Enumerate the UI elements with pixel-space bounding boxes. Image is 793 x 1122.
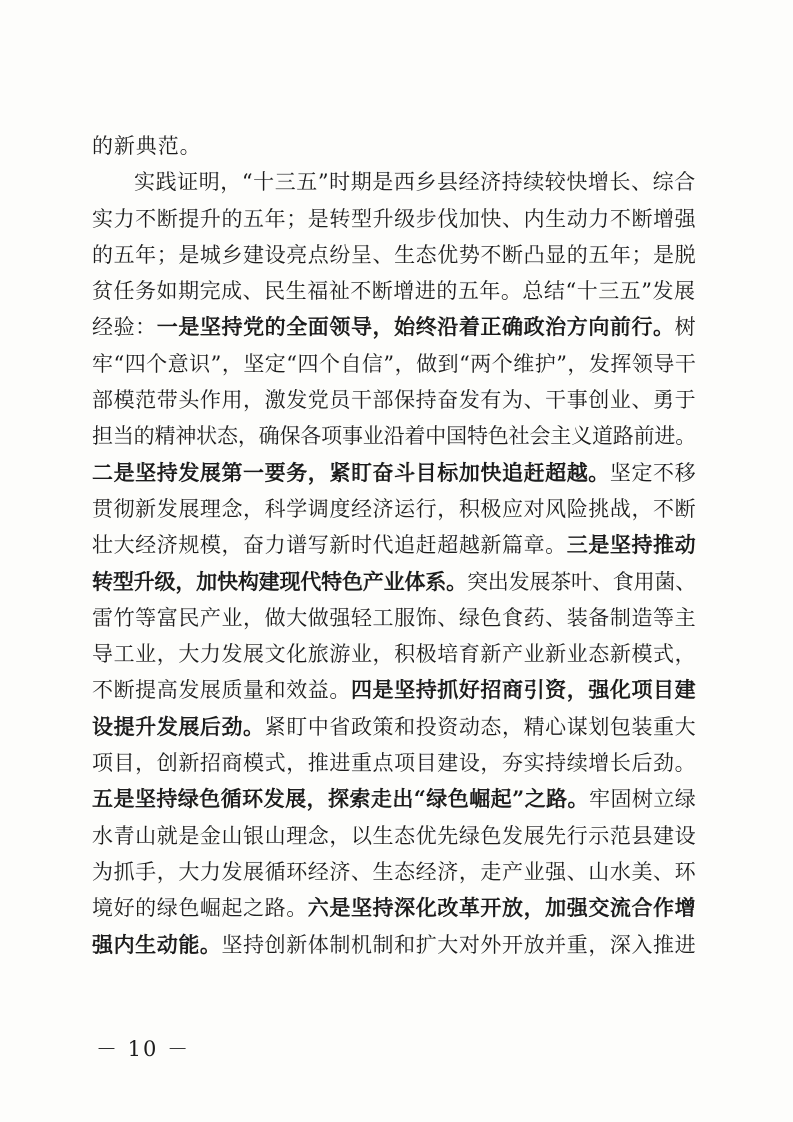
text-line [92,128,696,164]
text-line [92,854,696,890]
text-line [92,745,696,781]
text-segment: 水青山就是金山银山理念，以生态优先绿色发展先行示范县建设 [92,823,697,848]
text-segment: 不断提高发展质量和效益。 [92,678,351,703]
text-segment: 牢固树立绿 [589,787,697,812]
text-segment: 树 [674,315,697,340]
bold-text-segment: 转型升级，加快构建现代特色产业体系。 [92,568,467,594]
text-line [92,418,696,454]
text-line [92,781,696,817]
text-segment: 牢“四个意识”，坚定“四个自信”，做到“两个维护”，发挥领导干 [92,351,697,376]
text-segment: 坚定不移 [609,460,697,485]
bold-text-segment: 五是坚持绿色循环发展，探索走出“绿色崛起”之路。 [92,786,589,812]
bold-text-segment: 强内生动能。 [92,931,222,957]
text-line [92,237,696,273]
text-line [92,636,696,672]
text-line [92,382,696,418]
text-segment: 贯彻新发展理念，科学调度经济运行，积极应对风险挑战，不断 [92,496,697,521]
text-line [92,455,696,491]
text-line [92,491,696,527]
text-line [92,527,696,563]
text-line [92,309,696,345]
page-number: － 10 － [96,1037,191,1061]
text-segment: 导工业，大力发展文化旅游业，积极培育新产业新业态新模式， [92,642,697,667]
text-line [92,818,696,854]
text-segment: 紧盯中省政策和投资动态，精心谋划包装重大 [264,714,697,739]
text-segment: 经验： [92,315,157,340]
text-line [92,201,696,237]
text-line [92,564,696,600]
bold-text-segment: 二是坚持发展第一要务，紧盯奋斗目标加快追赶超越。 [92,459,610,485]
text-line [92,890,696,926]
text-segment: 为抓手，大力发展循环经济、生态经济，走产业强、山水美、环 [92,859,697,884]
text-line [92,709,696,745]
bold-text-segment: 设提升发展后劲。 [92,713,265,739]
text-segment: 境好的绿色崛起之路。 [92,896,308,921]
body-text [92,128,696,963]
text-segment: 实力不断提升的五年；是转型升级步伐加快、内生动力不断增强 [92,206,697,231]
text-segment: 项目，创新招商模式，推进重点项目建设，夯实持续增长后劲。 [92,751,697,776]
text-segment: 的新典范。 [92,134,202,158]
text-line [92,164,696,200]
text-segment: 的五年；是城乡建设亮点纷呈、生态优势不断凸显的五年；是脱 [92,242,697,267]
text-segment: 贫任务如期完成、民生福祉不断增进的五年。总结“十三五”发展 [92,279,696,304]
text-line [92,273,696,309]
text-segment: 实践证明，“十三五”时期是西乡县经济持续较快增长、综合 [134,170,696,195]
text-segment: 壮大经济规模，奋力谱写新时代追赶超越新篇章。 [92,533,567,558]
text-segment: 担当的精神状态，确保各项事业沿着中国特色社会主义道路前进。 [92,424,697,449]
bold-text-segment: 三是坚持推动 [566,532,697,558]
bold-text-segment: 六是坚持深化改革开放，加强交流合作增 [307,895,697,921]
text-segment: 雷竹等富民产业，做大做强轻工服饰、绿色食药、装备制造等主 [92,605,697,630]
text-line [92,927,696,963]
text-segment: 坚持创新体制机制和扩大对外开放并重，深入推进 [221,932,697,957]
text-line [92,600,696,636]
text-line [92,346,696,382]
text-segment: 突出发展茶叶、食用菌、 [466,569,697,594]
bold-text-segment: 一是坚持党的全面领导，始终沿着正确政治方向前行。 [156,314,675,340]
text-segment: 部模范带头作用，激发党员干部保持奋发有为、干事创业、勇于 [92,388,697,413]
text-line [92,672,696,708]
bold-text-segment: 四是坚持抓好招商引资，强化项目建 [350,677,697,703]
